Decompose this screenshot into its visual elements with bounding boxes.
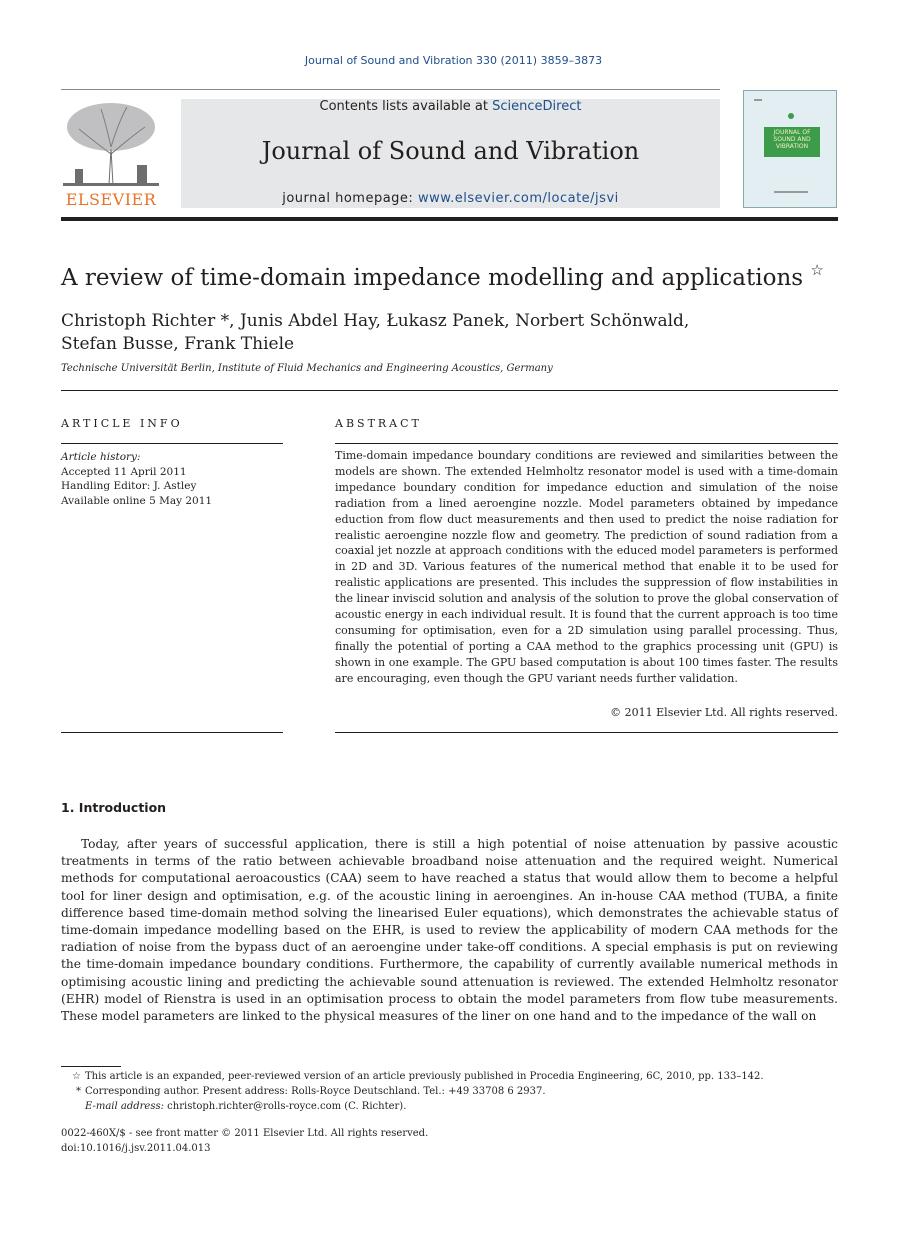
abstract-heading: ABSTRACT bbox=[335, 417, 422, 430]
cover-decoration bbox=[754, 99, 762, 101]
article-info-heading: ARTICLE INFO bbox=[61, 417, 183, 430]
history-title: Article history: bbox=[61, 451, 141, 463]
divider bbox=[335, 732, 838, 733]
elsevier-wordmark: ELSEVIER bbox=[65, 190, 157, 209]
title-footnote-mark[interactable]: ☆ bbox=[810, 261, 824, 279]
history-item: Handling Editor: J. Astley bbox=[61, 480, 197, 492]
doi-line[interactable]: doi:10.1016/j.jsv.2011.04.013 bbox=[61, 1143, 211, 1154]
journal-citation[interactable]: Journal of Sound and Vibration 330 (2011) 3859–3873 bbox=[304, 54, 603, 67]
contents-prefix: Contents lists available at bbox=[319, 99, 493, 114]
divider bbox=[61, 390, 838, 391]
footnote-text: Corresponding author. Present address: Rolls-Royce Deutschland. Tel.: +49 33708 6 2937. bbox=[85, 1086, 546, 1097]
masthead-rule bbox=[61, 217, 838, 221]
divider bbox=[335, 443, 838, 444]
footnote bbox=[61, 1099, 838, 1114]
introduction-text: Today, after years of successful application, there is still a high potential of noise attenuation by passive acoustic treatments in terms of the ratio between achievable broadband noise attenuation and the required weight. Numerical methods for computational aeroacoustics (CAA) seem to have reached a status that would allow them to become a helpful tool for liner design and optimisation, e.g. of the acoustic lining in aeroengines. An in-house CAA method (TUBA, a finite difference based time-domain method solving the linearised Euler equations), which demonstrates the achievable status of time-domain impedance modelling based on the EHR, is used to review the applicability of modern CAA methods for the radiation of noise from the bypass duct of an aeroengine under take-off conditions. A special emphasis is put on reviewing the time-domain impedance boundary conditions. Furthermore, the capability of currently available numerical methods in optimising acoustic lining and predicting the achievable sound attenuation is reviewed. The extended Helmholtz resonator (EHR) model of Rienstra is used in an optimisation process to obtain the model parameters from flow tube measurements. These model parameters are linked to the physical measures of the liner on one hand and to the impedance of the wall on bbox=[61, 837, 838, 1024]
journal-masthead bbox=[181, 99, 720, 208]
cover-emblem-icon bbox=[788, 113, 794, 119]
homepage-link[interactable]: www.elsevier.com/locate/jsvi bbox=[417, 191, 619, 206]
journal-name: Journal of Sound and Vibration bbox=[261, 137, 640, 165]
history-item: Available online 5 May 2011 bbox=[61, 494, 213, 507]
journal-homepage bbox=[181, 191, 720, 206]
abstract-text: Time-domain impedance boundary conditions are reviewed and similarities between the models are shown. The extended Helmholtz resonator model is used with a time-domain impedance boundary condition for impedance eduction and simulation of the noise radiation from a lined aeroengine nozzle. Model parameters obtained by impedance eduction from flow duct measurements and then used to predict the noise radiation for realistic aeroengine nozzle flow and geometry. The prediction of sound radiation from a coaxial jet nozzle at approach conditions with the educed model parameters is performed in 2D and 3D. Various features of the numerical method that enable it to be used for realistic applications are presented. This includes the suppression of flow instabilities in the linear inviscid solution and analysis of the solution to prove the global conservation of acoustic energy in each individual result. It is found that the current approach is too time consuming for optimisation, even for a 2D simulation using parallel processing. Thus, finally the potential of porting a CAA method to the graphics processing unit (GPU) is shown in one example. The GPU based computation is about 100 times faster. The results are encouraging, even though the GPU variant needs further validation. bbox=[335, 449, 838, 685]
section-heading: 1. Introduction bbox=[61, 800, 167, 815]
email-label: E-mail address: bbox=[85, 1101, 164, 1112]
author-list bbox=[61, 310, 761, 356]
tree-icon bbox=[61, 99, 161, 187]
footnote bbox=[61, 1069, 838, 1084]
history-item: Accepted 11 April 2011 bbox=[61, 465, 187, 478]
cover-title: JOURNAL OF SOUND AND VIBRATION bbox=[773, 129, 811, 150]
homepage-prefix: journal homepage: bbox=[282, 191, 418, 206]
authors-line[interactable]: Christoph Richter *, Junis Abdel Hay, Łukasz Panek, Norbert Schönwald, bbox=[61, 311, 690, 331]
cover-decoration bbox=[774, 191, 808, 193]
article-title-text: A review of time-domain impedance modelling and applications bbox=[61, 265, 804, 291]
journal-cover-thumbnail[interactable] bbox=[743, 90, 837, 208]
divider bbox=[61, 732, 283, 733]
article-history bbox=[61, 450, 283, 508]
footnote-text: This article is an expanded, peer-reviewed version of an article previously published in Procedia Engineering, 6C, 2010, pp. 133–142. bbox=[85, 1071, 764, 1082]
footnote-mark: ☆ bbox=[72, 1071, 81, 1082]
email-address[interactable]: christoph.richter@rolls-royce.com (C. Richter). bbox=[167, 1101, 407, 1112]
authors-line[interactable]: Stefan Busse, Frank Thiele bbox=[61, 334, 295, 354]
footnote bbox=[61, 1084, 838, 1099]
elsevier-logo[interactable] bbox=[61, 99, 161, 209]
issn-line: 0022-460X/$ - see front matter © 2011 Elsevier Ltd. All rights reserved. bbox=[61, 1128, 429, 1139]
abstract-copyright: © 2011 Elsevier Ltd. All rights reserved. bbox=[610, 706, 838, 719]
sciencedirect-link[interactable]: ScienceDirect bbox=[492, 99, 582, 114]
divider bbox=[61, 443, 283, 444]
cover-title-panel bbox=[764, 127, 820, 157]
affiliation: Technische Universität Berlin, Institute of Fluid Mechanics and Engineering Acoustics, Germany bbox=[61, 363, 553, 374]
contents-line bbox=[181, 99, 720, 114]
header-rule bbox=[61, 89, 720, 90]
footnote-mark: * bbox=[76, 1086, 81, 1097]
footnote-rule bbox=[61, 1066, 121, 1067]
article-title bbox=[61, 261, 861, 291]
